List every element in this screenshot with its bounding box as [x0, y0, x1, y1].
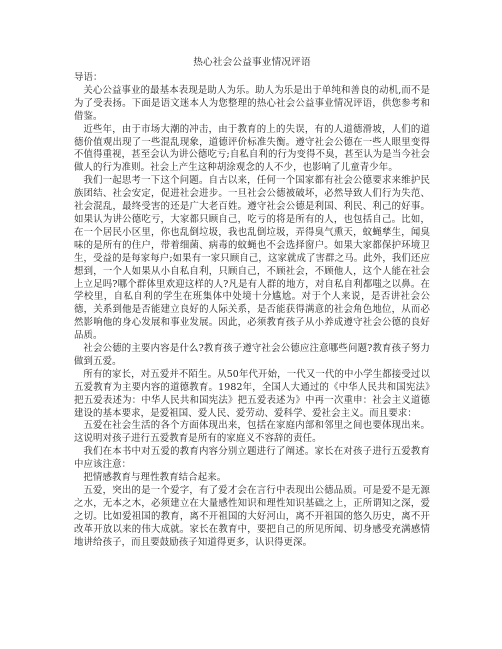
paragraph-8: 把情感教育与理性教育结合起来。 — [83, 472, 227, 484]
paragraph-3: 我们一起思考一下这个问题。自古以来，任何一个国家都有社会公德要求来维护民族团结、社会安定，促进社会进步。一旦社会公德被破坏，必然导致人们行为失范、社会混乱，最终受害的还是广大老百姓。遵守社会公德是利国、利民、利己的好事。如果认为讲公德吃亏，大家都只顾自己，吃亏的将是所有的人，也包括自己。比如，在一个居民小区里，你也乱倒垃圾，我也乱倒垃圾，弄得臭气熏天，蚊蝇孳生，闻臭味的是所有的住户，带着细菌、病毒的蚊蝇也不会选择窗户。如果大家都保护环境卫生，受益的是每家每户;如果有一家只顾自己，这家就成了害群之马。此外，我们还应想到，一个人如果从小自私自利，只顾自己，不顾社会，不顾他人，这个人能在社会上立足吗?哪个群体里欢迎这样的人?凡是有人群的地方，对自私自利都嗤之以鼻。在学校里，自私自利的学生在班集体中处境十分尴尬。对于个人来说，是否讲社会公德，关系到他是否能建立良好的人际关系，是否能获得满意的社会角色地位，从而必然影响他的身心发展和事业发展。因此，必须教育孩子从小养成遵守社会公德的良好品质。 — [74, 175, 430, 342]
document-title: 热心社会公益事业情况评语 — [193, 57, 311, 68]
paragraph-2: 近些年，由于市场大潮的冲击，由于教育的上的失误，有的人道德滑坡，人们的道德价值观出现了一些混乱现象，道德评价标准失衡。遵守社会公德在一些人眼里变得不值得重视，甚至会认为讲公德吃亏;自私自利的行为变得不臭，甚至认为是当今社会做人的行为准则。社会上产生这种胡涂观念的人不少，也影响了儿童青少年。 — [74, 123, 430, 174]
paragraph-6: 五爱在社会生活的各个方面体现出来，包括在家庭内部和邻里之间也要体现出来。这说明对孩子进行五爱教育是所有的家庭义不容辞的责任。 — [74, 420, 430, 445]
paragraph-7: 我们在本书中对五爱的教育内容分别立题进行了阐述。家长在对孩子进行五爱教育中应该注意： — [74, 446, 430, 471]
paragraph-9: 五爱，突出的是一个爱字，有了爱才会在言行中表现出公德品质。可是爱不是无源之水，无本之木，必须建立在大量感性知识和理性知识基础之上，正所谓知之深，爱之切。比如爱祖国的教育，离不开祖国的大好河山，离不开祖国的悠久历史，离不开改革开放以来的伟大成就。家长在教育中，要把自己的所见所闻、切身感受充满感情地讲给孩子，而且要鼓励孩子知道得更多，认识得更深。 — [74, 485, 430, 548]
paragraph-1: 关心公益事业的最基本表现是助人为乐。助人为乐是出于单纯和善良的动机,而不是为了受表扬。下面是语文迷本人为您整理的热心社会公益事业情况评语，供您参考和借鉴。 — [74, 84, 430, 122]
paragraph-4: 社会公德的主要内容是什么?教育孩子遵守社会公德应注意哪些问题?教育孩子努力做到五爱。 — [74, 343, 430, 367]
paragraph-5: 所有的家长，对五爱并不陌生。从50年代开始，一代又一代的中小学生都接受过以五爱教育为主要内容的道德教育。1982年，全国人大通过的《中华人民共和国宪法》把五爱表述为：中华人民共和国宪法》把五爱表述为》中再一次重申：社会主义道德建设的基本要求，是爱祖国、爱人民、爱劳动、爱科学、爱社会主义。而且要求： — [74, 368, 430, 419]
paragraph-intro-label: 导语： — [74, 72, 103, 83]
